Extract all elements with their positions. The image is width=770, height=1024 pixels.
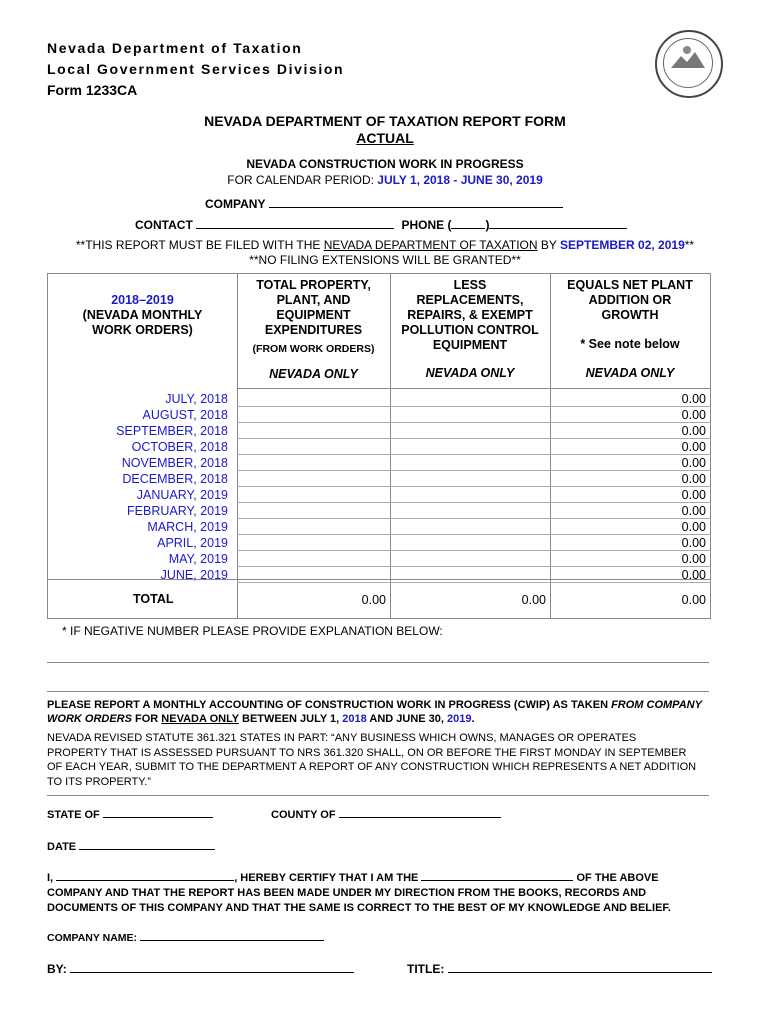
title-field[interactable] (448, 961, 712, 973)
total-less: 0.00 (521, 593, 546, 607)
month-label: FEBRUARY, 2019 (127, 504, 228, 518)
month-label: JUNE, 2019 (160, 568, 228, 582)
less-nevada-only: NEVADA ONLY (425, 366, 515, 380)
expenditures-nevada-only: NEVADA ONLY (269, 367, 358, 381)
month-label: AUGUST, 2018 (142, 408, 228, 422)
less-cell[interactable] (390, 535, 550, 551)
net-value: 0.00 (681, 472, 706, 486)
table-row (48, 471, 710, 487)
table-row (48, 487, 710, 503)
total-label: TOTAL (133, 592, 174, 606)
expenditures-cell[interactable] (237, 439, 390, 455)
phone-area-code-field[interactable] (451, 217, 485, 229)
certifier-name-field[interactable] (56, 870, 234, 881)
net-value: 0.00 (681, 440, 706, 454)
month-label: SEPTEMBER, 2018 (116, 424, 228, 438)
less-cell[interactable] (390, 551, 550, 567)
month-label: JULY, 2018 (165, 392, 228, 406)
expenditures-cell[interactable] (237, 423, 390, 439)
less-cell[interactable] (390, 407, 550, 423)
signature-field[interactable] (70, 961, 354, 973)
date-row: DATE (47, 839, 215, 853)
month-label: OCTOBER, 2018 (131, 440, 228, 454)
phone-number-field[interactable] (489, 217, 627, 229)
month-label: JANUARY, 2019 (136, 488, 228, 502)
certification-text: I, , HEREBY CERTIFY THAT I AM THE OF THE ABOVE COMPANY AND THAT THE REPORT HAS BEEN MADE UNDER MY DIRECTION FROM THE BOOKS, RECORDS AND DOCUMENTS OF THIS COMPANY AND THAT THE SAME IS CORRECT TO THE BEST OF MY KNOWLEDGE AND BELIEF. (47, 872, 671, 914)
division-name: Local Government Services Division (47, 61, 345, 77)
table-row (48, 567, 710, 583)
divider (47, 795, 709, 796)
date-field[interactable] (79, 839, 215, 850)
less-cell[interactable] (390, 519, 550, 535)
less-cell[interactable] (390, 471, 550, 487)
expenditures-column-header: TOTAL PROPERTY, PLANT, AND EQUIPMENT EXPENDITURES (FROM WORK ORDERS) (252, 278, 375, 355)
instructions-paragraph: PLEASE REPORT A MONTHLY ACCOUNTING OF CONSTRUCTION WORK IN PROGRESS (CWIP) AS TAKEN FROM COMPANY WORK ORDERS FOR NEVADA ONLY BETWEEN JULY 1, 2018 AND JUNE 30, 2019. (47, 699, 702, 725)
contact-row: CONTACT PHONE ( ) (135, 217, 627, 232)
less-cell[interactable] (390, 503, 550, 519)
less-cell[interactable] (390, 487, 550, 503)
less-cell[interactable] (390, 567, 550, 583)
net-value: 0.00 (681, 392, 706, 406)
report-subtitle: ACTUAL (356, 130, 414, 146)
state-seal-icon (655, 30, 723, 98)
table-row (48, 551, 710, 567)
expenditures-cell[interactable] (237, 407, 390, 423)
table-row (48, 503, 710, 519)
negative-note: * IF NEGATIVE NUMBER PLEASE PROVIDE EXPLANATION BELOW: (62, 624, 443, 638)
expenditures-cell[interactable] (237, 567, 390, 583)
expenditures-cell[interactable] (237, 519, 390, 535)
net-value: 0.00 (681, 520, 706, 534)
net-value: 0.00 (681, 536, 706, 550)
table-row (48, 535, 710, 551)
net-value: 0.00 (681, 456, 706, 470)
month-label: NOVEMBER, 2018 (121, 456, 228, 470)
by-row: BY: (47, 961, 354, 976)
net-value: 0.00 (681, 568, 706, 582)
explanation-line-1[interactable] (47, 662, 709, 663)
report-title: NEVADA DEPARTMENT OF TAXATION REPORT FORM (204, 113, 566, 129)
month-label: APRIL, 2019 (157, 536, 228, 550)
form-number: Form 1233CA (47, 82, 138, 98)
table-row (48, 391, 710, 407)
total-expenditures: 0.00 (361, 593, 386, 607)
expenditures-cell[interactable] (237, 535, 390, 551)
less-cell[interactable] (390, 439, 550, 455)
statute-text: NEVADA REVISED STATUTE 361.321 STATES IN PART: “ANY BUSINESS WHICH OWNS, MANAGES OR OPERATES PROPERTY THAT IS ASSESSED PURSUANT TO NRS 361.320 SHALL, ON OR BEFORE THE FIRST MONDAY IN SEPTEMBER OF EACH YEAR, SUBMIT TO THE DEPARTMENT A REPORT OF ANY CONSTRUCTION WHICH REPRESENTS A NET ADDITION TO ITS PROPERTY.” (47, 732, 697, 788)
period-column-header: 2018–2019 (NEVADA MONTHLY WORK ORDERS) (82, 293, 203, 337)
month-label: DECEMBER, 2018 (122, 472, 228, 486)
less-cell[interactable] (390, 455, 550, 471)
expenditures-cell[interactable] (237, 391, 390, 407)
company-name-field[interactable] (140, 930, 324, 941)
table-row (48, 455, 710, 471)
net-value: 0.00 (681, 424, 706, 438)
table-row (48, 439, 710, 455)
section-title: NEVADA CONSTRUCTION WORK IN PROGRESS (246, 157, 524, 171)
state-field[interactable] (103, 807, 213, 818)
expenditures-cell[interactable] (237, 471, 390, 487)
expenditures-cell[interactable] (237, 503, 390, 519)
certifier-title-field[interactable] (421, 870, 573, 881)
net-column-header: EQUALS NET PLANT ADDITION OR GROWTH * See note below (567, 278, 693, 351)
less-column-header: LESS REPLACEMENTS, REPAIRS, & EXEMPT POLLUTION CONTROL EQUIPMENT (401, 278, 539, 352)
period-value: JULY 1, 2018 - JUNE 30, 2019 (377, 173, 543, 187)
calendar-period: FOR CALENDAR PERIOD: JULY 1, 2018 - JUNE 30, 2019 (227, 173, 543, 187)
contact-field[interactable] (196, 217, 394, 229)
explanation-line-2[interactable] (47, 691, 709, 692)
company-row: COMPANY (205, 196, 563, 211)
net-value: 0.00 (681, 552, 706, 566)
expenditures-cell[interactable] (237, 487, 390, 503)
less-cell[interactable] (390, 391, 550, 407)
state-row: STATE OF (47, 807, 213, 821)
table-row (48, 519, 710, 535)
less-cell[interactable] (390, 423, 550, 439)
expenditures-cell[interactable] (237, 551, 390, 567)
no-extension-notice: **NO FILING EXTENSIONS WILL BE GRANTED** (249, 253, 521, 267)
month-label: MAY, 2019 (168, 552, 228, 566)
company-name-row: COMPANY NAME: (47, 930, 324, 944)
table-row (48, 407, 710, 423)
agency-name: Nevada Department of Taxation (47, 40, 303, 56)
month-label: MARCH, 2019 (147, 520, 228, 534)
total-net: 0.00 (681, 593, 706, 607)
net-value: 0.00 (681, 408, 706, 422)
filing-notice: **THIS REPORT MUST BE FILED WITH THE NEVADA DEPARTMENT OF TAXATION BY SEPTEMBER 02, 2019** (75, 238, 695, 252)
net-nevada-only: NEVADA ONLY (585, 366, 675, 380)
company-field[interactable] (269, 196, 563, 208)
net-value: 0.00 (681, 488, 706, 502)
net-value: 0.00 (681, 504, 706, 518)
county-row: COUNTY OF (271, 807, 501, 821)
table-row (48, 423, 710, 439)
cwip-table (47, 273, 711, 619)
county-field[interactable] (339, 807, 501, 818)
title-row: TITLE: (407, 961, 712, 976)
expenditures-cell[interactable] (237, 455, 390, 471)
